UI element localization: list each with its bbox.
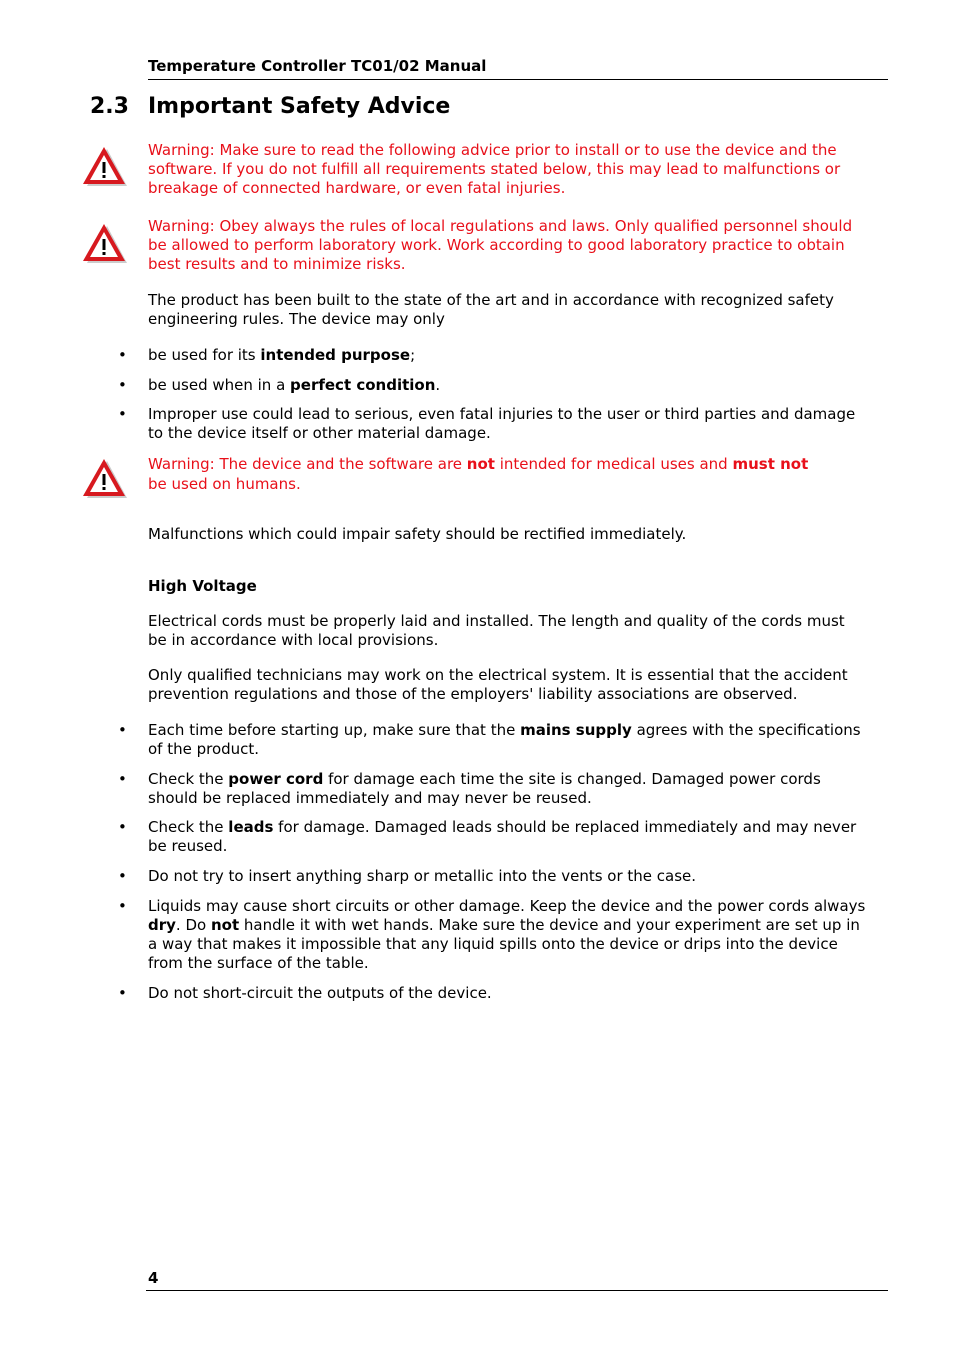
bullet-symbol: • — [118, 376, 127, 394]
bullet-symbol: • — [118, 818, 127, 836]
warning-triangle-icon — [82, 457, 128, 501]
page-header: Temperature Controller TC01/02 Manual — [148, 57, 888, 80]
cords-paragraph: Electrical cords must be properly laid and installed. The length and quality of the cords must be in accordance with local provisions. — [148, 612, 845, 649]
section-heading — [90, 92, 450, 122]
warning-read-advice: Warning: Make sure to read the following advice prior to install or to use the device and the software. If you do not fulfill all requirements stated below, this may lead to malfunctions or breakage of connected hardware, or even fatal injuries. — [148, 141, 841, 197]
malfunctions-paragraph: Malfunctions which could impair safety should be rectified immediately. — [148, 525, 687, 543]
intro-paragraph: The product has been built to the state of the art and in accordance with recognized safety engineering rules. The device may only — [148, 291, 834, 328]
list-item: • Improper use could lead to serious, even fatal injuries to the user or third parties and damage to the device itself or other material damage. — [118, 405, 856, 442]
list-item: • Liquids may cause short circuits or other damage. Keep the device and the power cords always dry. Do not handle it with wet hands. Make sure the device and your experiment are set up in a way that makes it impossible that any liquid spills onto the device or drips into the device from the surface of the table. — [118, 897, 866, 972]
page-number: 4 — [148, 1269, 159, 1287]
bullet-symbol: • — [118, 897, 127, 915]
list-item: • Check the power cord for damage each time the site is changed. Damaged power cords should be replaced immediately and may never be reused. — [118, 770, 821, 807]
list-item: • Each time before starting up, make sure that the mains supply agrees with the specifications of the product. — [118, 721, 861, 758]
bullet-symbol: • — [118, 867, 127, 885]
bullet-symbol: • — [118, 405, 127, 423]
list-item: • Check the leads for damage. Damaged leads should be replaced immediately and may never be reused. — [118, 818, 857, 855]
warning-triangle-icon — [82, 222, 128, 266]
warning-medical-use: Warning: The device and the software are not intended for medical uses and must not be used on humans. — [148, 455, 809, 493]
list-item: • be used when in a perfect condition. — [118, 376, 441, 394]
high-voltage-heading: High Voltage — [148, 577, 257, 595]
list-item: • Do not short-circuit the outputs of the device. — [118, 984, 492, 1002]
section-number: 2.3 — [90, 94, 129, 119]
section-title: Important Safety Advice — [148, 94, 451, 119]
technicians-paragraph: Only qualified technicians may work on the electrical system. It is essential that the accident prevention regulations and those of the employers' liability associations are observed. — [148, 666, 848, 703]
bullet-symbol: • — [118, 770, 127, 788]
warning-triangle-icon — [82, 145, 128, 189]
bullet-symbol: • — [118, 721, 127, 739]
bullet-symbol: • — [118, 984, 127, 1002]
list-item: • Do not try to insert anything sharp or metallic into the vents or the case. — [118, 867, 697, 885]
warning-regulations: Warning: Obey always the rules of local regulations and laws. Only qualified personnel should be allowed to perform laboratory work. Work according to good laboratory practice to obtain best results and to minimize risks. — [148, 217, 853, 273]
bullet-symbol: • — [118, 346, 127, 364]
footer-divider — [146, 1290, 888, 1291]
list-item: • be used for its intended purpose; — [118, 346, 416, 364]
